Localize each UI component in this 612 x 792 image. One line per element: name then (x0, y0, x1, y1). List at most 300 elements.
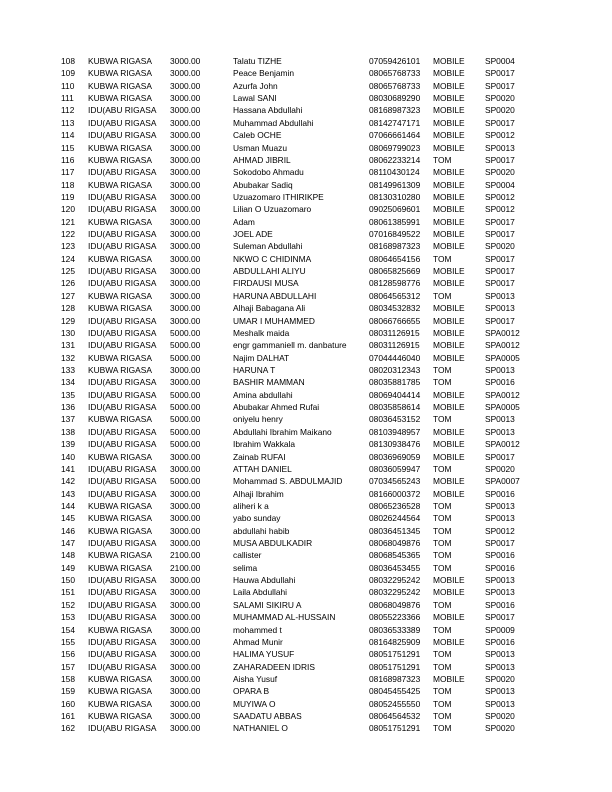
customer-name-cell: Muhammad Abdullahi (233, 117, 314, 128)
phone-number-cell: 08065768733 (369, 68, 421, 79)
row-number: 132 (61, 352, 75, 363)
customer-name-cell: Adam (233, 216, 255, 227)
agent-code-cell: SP0017 (485, 216, 515, 227)
agent-code-cell: SP0013 (485, 414, 515, 425)
area-cell: KUBWA RIGASA (88, 500, 152, 511)
table-row (0, 142, 612, 154)
table-row (0, 685, 612, 697)
agent-code-cell: SP0017 (485, 229, 515, 240)
agent-code-cell: SP0016 (485, 550, 515, 561)
network-cell: MOBILE (433, 389, 465, 400)
row-number: 138 (61, 426, 75, 437)
customer-name-cell: Abubakar Sadiq (233, 179, 293, 190)
area-cell: IDU(ABU RIGASA (88, 315, 157, 326)
phone-number-cell: 08036969059 (369, 451, 421, 462)
table-row (0, 401, 612, 413)
agent-code-cell: SP0017 (485, 253, 515, 264)
row-number: 114 (61, 130, 75, 141)
row-number: 131 (61, 340, 75, 351)
agent-code-cell: SP0020 (485, 723, 515, 734)
row-number: 152 (61, 599, 75, 610)
agent-code-cell: SP0017 (485, 451, 515, 462)
row-number: 115 (61, 142, 75, 153)
area-cell: KUBWA RIGASA (88, 216, 152, 227)
phone-number-cell: 08069799023 (369, 142, 421, 153)
customer-name-cell: Laila Abdullahi (233, 587, 288, 598)
phone-number-cell: 08030689290 (369, 93, 421, 104)
phone-number-cell: 08036453455 (369, 562, 421, 573)
table-row (0, 92, 612, 104)
table-row (0, 191, 612, 203)
table-row (0, 574, 612, 586)
area-cell: KUBWA RIGASA (88, 673, 152, 684)
amount-cell: 3000.00 (170, 266, 201, 277)
amount-cell: 3000.00 (170, 451, 201, 462)
table-row (0, 673, 612, 685)
phone-number-cell: 08036451345 (369, 525, 421, 536)
agent-code-cell: SP0013 (485, 513, 515, 524)
table-row (0, 55, 612, 67)
network-cell: MOBILE (433, 636, 465, 647)
row-number: 119 (61, 191, 75, 202)
row-number: 133 (61, 364, 75, 375)
phone-number-cell: 08051751291 (369, 661, 421, 672)
network-cell: MOBILE (433, 575, 465, 586)
customer-name-cell: Aisha Yusuf (233, 673, 278, 684)
phone-number-cell: 08031126915 (369, 340, 420, 351)
amount-cell: 3000.00 (170, 488, 201, 499)
phone-number-cell: 08164825909 (369, 636, 421, 647)
agent-code-cell: SP0013 (485, 364, 515, 375)
phone-number-cell: 08130938476 (369, 439, 421, 450)
agent-code-cell: SP0016 (485, 377, 515, 388)
network-cell: TOM (433, 686, 452, 697)
table-row (0, 451, 612, 463)
customer-name-cell: Usman Muazu (233, 142, 287, 153)
agent-code-cell: SP0017 (485, 612, 515, 623)
agent-code-cell: SP0013 (485, 686, 515, 697)
amount-cell: 3000.00 (170, 191, 201, 202)
network-cell: MOBILE (433, 327, 465, 338)
amount-cell: 3000.00 (170, 698, 201, 709)
table-row (0, 67, 612, 79)
agent-code-cell: SP0020 (485, 93, 515, 104)
area-cell: IDU(ABU RIGASA (88, 587, 157, 598)
customer-name-cell: BASHIR MAMMAN (233, 377, 305, 388)
area-cell: IDU(ABU RIGASA (88, 241, 157, 252)
area-cell: KUBWA RIGASA (88, 93, 152, 104)
amount-cell: 5000.00 (170, 414, 201, 425)
area-cell: KUBWA RIGASA (88, 711, 152, 722)
network-cell: TOM (433, 290, 452, 301)
area-cell: IDU(ABU RIGASA (88, 575, 157, 586)
row-number: 159 (61, 686, 75, 697)
area-cell: IDU(ABU RIGASA (88, 377, 157, 388)
table-row (0, 488, 612, 500)
row-number: 120 (61, 204, 75, 215)
agent-code-cell: SP0012 (485, 204, 515, 215)
phone-number-cell: 08062233214 (369, 154, 421, 165)
customer-name-cell: Uzuazomaro ITHIRIKPE (233, 191, 324, 202)
customer-name-cell: callister (233, 550, 262, 561)
amount-cell: 3000.00 (170, 179, 201, 190)
network-cell: MOBILE (433, 612, 465, 623)
customer-name-cell: Abdullahi Ibrahim Maikano (233, 426, 332, 437)
amount-cell: 3000.00 (170, 636, 201, 647)
row-number: 155 (61, 636, 75, 647)
row-number: 146 (61, 525, 75, 536)
customer-name-cell: Zainab RUFAI (233, 451, 286, 462)
network-cell: MOBILE (433, 340, 465, 351)
table-row (0, 129, 612, 141)
network-cell: MOBILE (433, 673, 465, 684)
table-row (0, 698, 612, 710)
row-number: 150 (61, 575, 75, 586)
table-row (0, 179, 612, 191)
amount-cell: 3000.00 (170, 649, 201, 660)
agent-code-cell: SP0017 (485, 266, 515, 277)
phone-number-cell: 08026244564 (369, 513, 421, 524)
customer-name-cell: Meshalk maida (233, 327, 290, 338)
amount-cell: 5000.00 (170, 352, 201, 363)
customer-name-cell: JOEL ADE (233, 229, 273, 240)
table-row (0, 376, 612, 388)
network-cell: MOBILE (433, 229, 465, 240)
customer-name-cell: AHMAD JIBRIL (233, 154, 291, 165)
table-row (0, 413, 612, 425)
phone-number-cell: 08103948957 (369, 426, 421, 437)
area-cell: IDU(ABU RIGASA (88, 488, 157, 499)
area-cell: IDU(ABU RIGASA (88, 612, 157, 623)
phone-number-cell: 07059426101 (369, 56, 421, 66)
row-number: 151 (61, 587, 75, 598)
row-number: 145 (61, 513, 75, 524)
amount-cell: 3000.00 (170, 538, 201, 549)
row-number: 158 (61, 673, 75, 684)
table-row (0, 648, 612, 660)
agent-code-cell: SP0013 (485, 575, 515, 586)
row-number: 111 (61, 93, 74, 104)
phone-number-cell: 08110430124 (369, 167, 420, 178)
agent-code-cell: SP0017 (485, 68, 515, 79)
agent-code-cell: SPA0012 (485, 340, 520, 351)
agent-code-cell: SP0017 (485, 117, 515, 128)
amount-cell: 3000.00 (170, 624, 201, 635)
table-row (0, 500, 612, 512)
area-cell: IDU(ABU RIGASA (88, 130, 157, 141)
amount-cell: 3000.00 (170, 575, 201, 586)
table-row (0, 586, 612, 598)
network-cell: TOM (433, 649, 452, 660)
agent-code-cell: SP0017 (485, 315, 515, 326)
network-cell: TOM (433, 711, 452, 722)
network-cell: MOBILE (433, 476, 465, 487)
area-cell: IDU(ABU RIGASA (88, 105, 157, 116)
agent-code-cell: SP0013 (485, 290, 515, 301)
phone-number-cell: 08142747171 (369, 117, 421, 128)
agent-code-cell: SP0017 (485, 538, 515, 549)
network-cell: MOBILE (433, 142, 465, 153)
row-number: 126 (61, 278, 75, 289)
row-number: 140 (61, 451, 75, 462)
amount-cell: 5000.00 (170, 476, 201, 487)
area-cell: IDU(ABU RIGASA (88, 340, 157, 351)
network-cell: MOBILE (433, 93, 465, 104)
table-row (0, 611, 612, 623)
row-number: 148 (61, 550, 75, 561)
amount-cell: 3000.00 (170, 93, 201, 104)
network-cell: TOM (433, 377, 452, 388)
network-cell: MOBILE (433, 105, 465, 116)
area-cell: IDU(ABU RIGASA (88, 636, 157, 647)
network-cell: MOBILE (433, 204, 465, 215)
area-cell: IDU(ABU RIGASA (88, 723, 157, 734)
row-number: 144 (61, 500, 75, 511)
agent-code-cell: SP0013 (485, 587, 515, 598)
row-number: 160 (61, 698, 75, 709)
agent-code-cell: SPA0012 (485, 327, 520, 338)
area-cell: IDU(ABU RIGASA (88, 229, 157, 240)
network-cell: MOBILE (433, 488, 465, 499)
network-cell: MOBILE (433, 130, 465, 141)
amount-cell: 3000.00 (170, 587, 201, 598)
agent-code-cell: SP0013 (485, 142, 515, 153)
area-cell: IDU(ABU RIGASA (88, 476, 157, 487)
row-number: 123 (61, 241, 75, 252)
phone-number-cell: 07066661464 (369, 130, 421, 141)
customer-name-cell: Alhaji Babagana Ali (233, 303, 306, 314)
amount-cell: 3000.00 (170, 525, 201, 536)
network-cell: TOM (433, 525, 452, 536)
amount-cell: 3000.00 (170, 241, 201, 252)
network-cell: MOBILE (433, 167, 465, 178)
network-cell: MOBILE (433, 56, 465, 66)
agent-code-cell: SPA0007 (485, 476, 520, 487)
amount-cell: 3000.00 (170, 723, 201, 734)
customer-name-cell: Talatu TIZHE (233, 56, 282, 66)
amount-cell: 3000.00 (170, 130, 201, 141)
area-cell: KUBWA RIGASA (88, 290, 152, 301)
phone-number-cell: 08035881785 (369, 377, 421, 388)
agent-code-cell: SP0016 (485, 488, 515, 499)
table-row (0, 302, 612, 314)
network-cell: MOBILE (433, 241, 465, 252)
table-row (0, 661, 612, 673)
row-number: 141 (61, 463, 75, 474)
area-cell: IDU(ABU RIGASA (88, 649, 157, 660)
row-number: 157 (61, 661, 75, 672)
phone-number-cell: 07044446040 (369, 352, 421, 363)
network-cell: TOM (433, 463, 452, 474)
amount-cell: 3000.00 (170, 278, 201, 289)
row-number: 108 (61, 56, 75, 66)
amount-cell: 3000.00 (170, 500, 201, 511)
row-number: 124 (61, 253, 75, 264)
customer-name-cell: selima (233, 562, 258, 573)
agent-code-cell: SP0020 (485, 241, 515, 252)
phone-number-cell: 08064564532 (369, 711, 421, 722)
area-cell: IDU(ABU RIGASA (88, 117, 157, 128)
agent-code-cell: SP0012 (485, 191, 515, 202)
transaction-list (0, 55, 612, 735)
customer-name-cell: NATHANIEL O (233, 723, 288, 734)
table-row (0, 117, 612, 129)
phone-number-cell: 08061385991 (369, 216, 421, 227)
network-cell: MOBILE (433, 315, 465, 326)
customer-name-cell: yabo sunday (233, 513, 281, 524)
phone-number-cell: 07034565243 (369, 476, 421, 487)
customer-name-cell: ATTAH DANIEL (233, 463, 292, 474)
customer-name-cell: FIRDAUSI MUSA (233, 278, 299, 289)
customer-name-cell: Amina abdullahi (233, 389, 293, 400)
table-row (0, 426, 612, 438)
amount-cell: 2100.00 (170, 550, 201, 561)
network-cell: TOM (433, 364, 452, 375)
network-cell: TOM (433, 253, 452, 264)
network-cell: TOM (433, 624, 452, 635)
area-cell: IDU(ABU RIGASA (88, 167, 157, 178)
network-cell: MOBILE (433, 278, 465, 289)
phone-number-cell: 08051751291 (369, 723, 421, 734)
amount-cell: 3000.00 (170, 154, 201, 165)
customer-name-cell: mohammed t (233, 624, 282, 635)
amount-cell: 3000.00 (170, 290, 201, 301)
amount-cell: 3000.00 (170, 204, 201, 215)
phone-number-cell: 08130310280 (369, 191, 421, 202)
amount-cell: 3000.00 (170, 253, 201, 264)
amount-cell: 3000.00 (170, 612, 201, 623)
row-number: 112 (61, 105, 75, 116)
network-cell: MOBILE (433, 402, 465, 413)
customer-name-cell: NKWO C CHIDINMA (233, 253, 312, 264)
agent-code-cell: SP0020 (485, 463, 515, 474)
row-number: 128 (61, 303, 75, 314)
table-row (0, 240, 612, 252)
row-number: 130 (61, 327, 75, 338)
table-row (0, 512, 612, 524)
phone-number-cell: 08032295242 (369, 587, 421, 598)
agent-code-cell: SPA0005 (485, 352, 520, 363)
customer-name-cell: OPARA B (233, 686, 270, 697)
row-number: 153 (61, 612, 75, 623)
network-cell: MOBILE (433, 266, 465, 277)
area-cell: IDU(ABU RIGASA (88, 426, 157, 437)
network-cell: TOM (433, 661, 452, 672)
agent-code-cell: SP0017 (485, 278, 515, 289)
network-cell: MOBILE (433, 587, 465, 598)
table-row (0, 599, 612, 611)
table-row (0, 265, 612, 277)
agent-code-cell: SPA0005 (485, 402, 520, 413)
amount-cell: 3000.00 (170, 364, 201, 375)
area-cell: KUBWA RIGASA (88, 303, 152, 314)
amount-cell: 3000.00 (170, 167, 201, 178)
phone-number-cell: 08055223366 (369, 612, 421, 623)
phone-number-cell: 08051751291 (369, 649, 421, 660)
amount-cell: 3000.00 (170, 80, 201, 91)
agent-code-cell: SP0020 (485, 167, 515, 178)
amount-cell: 5000.00 (170, 402, 201, 413)
table-row (0, 389, 612, 401)
row-number: 109 (61, 68, 75, 79)
table-row (0, 315, 612, 327)
table-row (0, 549, 612, 561)
table-row (0, 327, 612, 339)
customer-name-cell: ABDULLAHI ALIYU (233, 266, 306, 277)
amount-cell: 5000.00 (170, 439, 201, 450)
area-cell: KUBWA RIGASA (88, 550, 152, 561)
amount-cell: 3000.00 (170, 315, 201, 326)
network-cell: TOM (433, 550, 452, 561)
agent-code-cell: SP0013 (485, 661, 515, 672)
table-row (0, 475, 612, 487)
area-cell: IDU(ABU RIGASA (88, 599, 157, 610)
area-cell: KUBWA RIGASA (88, 80, 152, 91)
table-row (0, 624, 612, 636)
customer-name-cell: Suleman Abdullahi (233, 241, 303, 252)
amount-cell: 5000.00 (170, 389, 201, 400)
phone-number-cell: 08036453152 (369, 414, 421, 425)
amount-cell: 3000.00 (170, 216, 201, 227)
amount-cell: 3000.00 (170, 229, 201, 240)
table-row (0, 290, 612, 302)
amount-cell: 3000.00 (170, 686, 201, 697)
area-cell: KUBWA RIGASA (88, 525, 152, 536)
area-cell: KUBWA RIGASA (88, 562, 152, 573)
row-number: 134 (61, 377, 75, 388)
row-number: 154 (61, 624, 75, 635)
row-number: 162 (61, 723, 75, 734)
amount-cell: 5000.00 (170, 327, 201, 338)
table-row (0, 722, 612, 734)
customer-name-cell: SAADATU ABBAS (233, 711, 302, 722)
table-row (0, 80, 612, 92)
row-number: 139 (61, 439, 75, 450)
row-number: 149 (61, 562, 75, 573)
table-row (0, 339, 612, 351)
area-cell: KUBWA RIGASA (88, 364, 152, 375)
agent-code-cell: SP0017 (485, 154, 515, 165)
network-cell: MOBILE (433, 426, 465, 437)
area-cell: IDU(ABU RIGASA (88, 439, 157, 450)
customer-name-cell: Lilian O Uzuazomaro (233, 204, 312, 215)
amount-cell: 3000.00 (170, 661, 201, 672)
agent-code-cell: SP0012 (485, 130, 515, 141)
customer-name-cell: MUSA ABDULKADIR (233, 538, 313, 549)
area-cell: IDU(ABU RIGASA (88, 266, 157, 277)
table-row (0, 537, 612, 549)
phone-number-cell: 07016849522 (369, 229, 421, 240)
customer-name-cell: MUHAMMAD AL-HUSSAIN (233, 612, 336, 623)
row-number: 117 (61, 167, 75, 178)
table-row (0, 203, 612, 215)
customer-name-cell: engr gammaniell m. danbature (233, 340, 347, 351)
phone-number-cell: 08065236528 (369, 500, 421, 511)
customer-name-cell: abdullahi habib (233, 525, 290, 536)
amount-cell: 3000.00 (170, 377, 201, 388)
agent-code-cell: SP0004 (485, 179, 515, 190)
network-cell: MOBILE (433, 179, 465, 190)
table-row (0, 253, 612, 265)
agent-code-cell: SP0012 (485, 525, 515, 536)
phone-number-cell: 08065768733 (369, 80, 421, 91)
area-cell: KUBWA RIGASA (88, 352, 152, 363)
phone-number-cell: 08045455425 (369, 686, 421, 697)
customer-name-cell: Alhaji Ibrahim (233, 488, 284, 499)
customer-name-cell: Hauwa Abdullahi (233, 575, 296, 586)
area-cell: IDU(ABU RIGASA (88, 278, 157, 289)
row-number: 121 (61, 216, 75, 227)
